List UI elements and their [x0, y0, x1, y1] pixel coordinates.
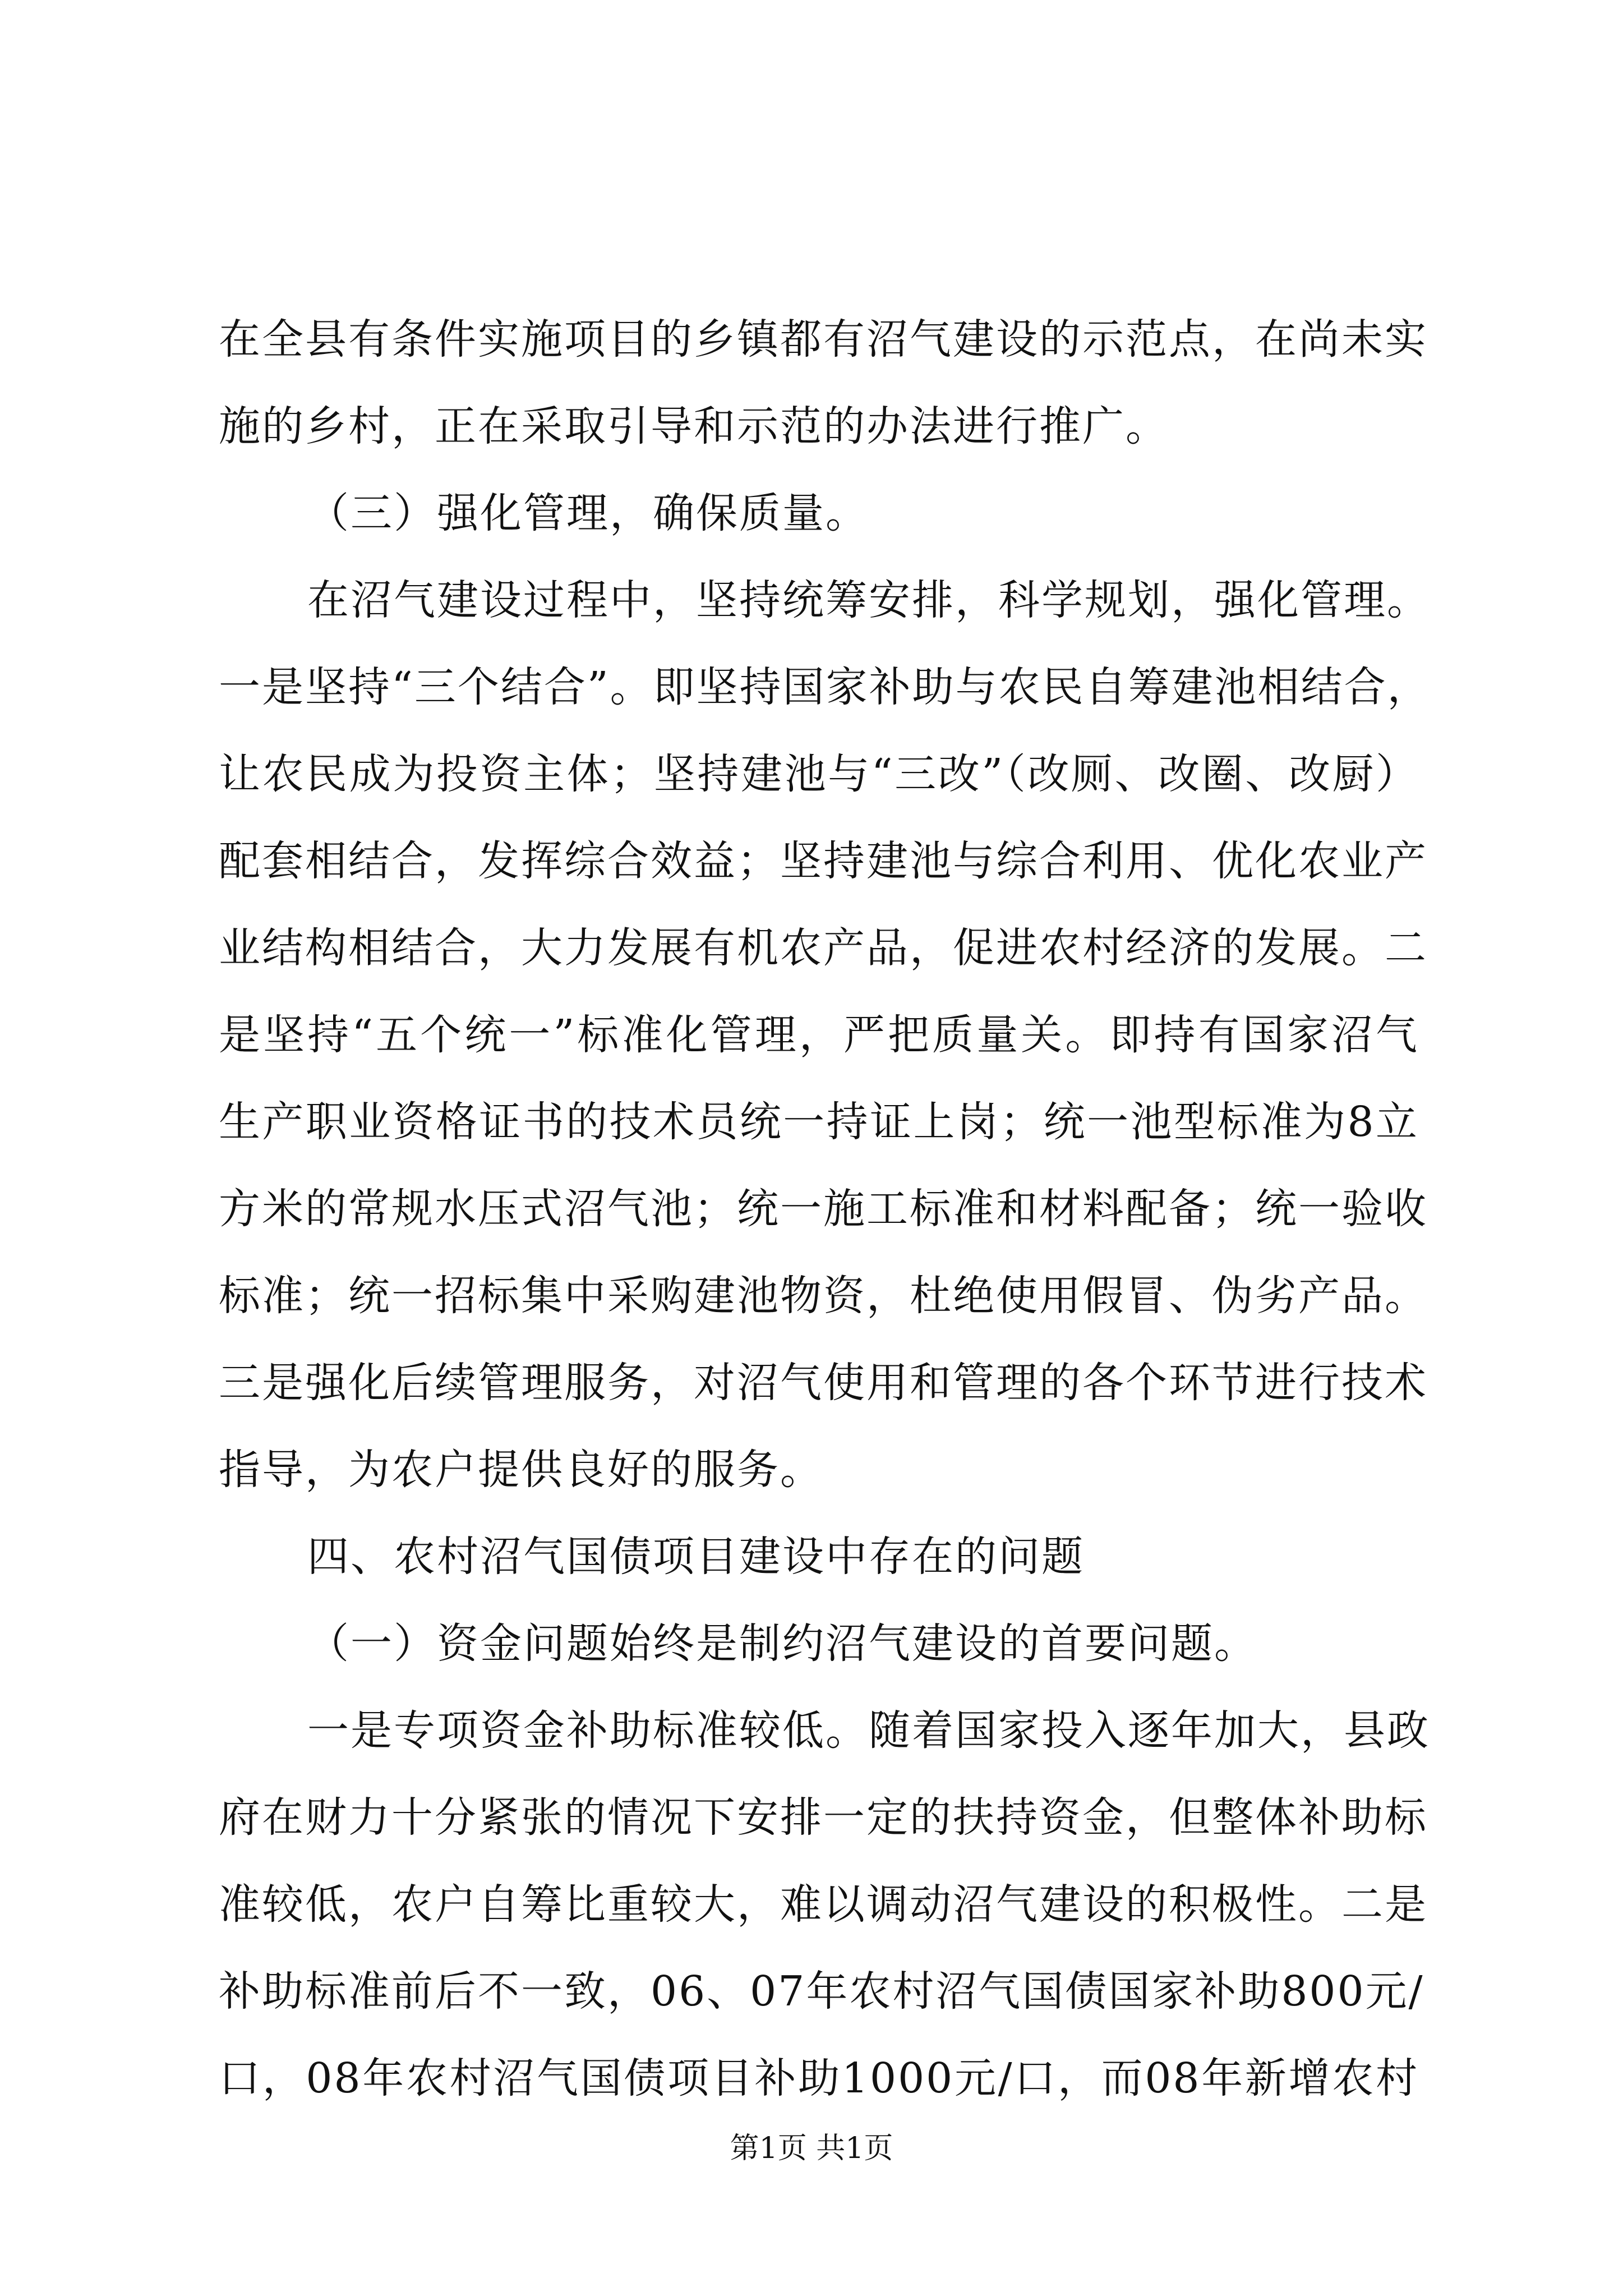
section-heading: 四、农村沼气国债项目建设中存在的问题: [307, 1533, 1085, 1581]
section-heading: （三）强化管理，确保质量。: [307, 489, 869, 537]
text-line: 标准；统一招标集中采购建池物资，杜绝使用假冒、伪劣产品。: [219, 1272, 1428, 1320]
text-line: 三是强化后续管理服务，对沼气使用和管理的各个环节进行技术: [219, 1359, 1428, 1407]
text-line: 配套相结合，发挥综合效益；坚持建池与综合利用、优化农业产: [219, 837, 1428, 885]
page-footer: 第1页 共1页: [730, 2132, 893, 2165]
text-line: 补助标准前后不一致，06、07年农村沼气国债国家补助800元/: [219, 1967, 1424, 2016]
text-line: 方米的常规水压式沼气池；统一施工标准和材料配备；统一验收: [219, 1185, 1428, 1233]
text-line: 口，08年农村沼气国债项目补助1000元/口，而08年新增农村: [219, 2054, 1419, 2102]
text-line: 让农民成为投资主体；坚持建池与“三改”（改厕、改圈、改厨）: [219, 750, 1419, 798]
section-heading: （一）资金问题始终是制约沼气建设的首要问题。: [307, 1619, 1257, 1668]
text-line: 业结构相结合，大力发展有机农产品，促进农村经济的发展。二: [219, 924, 1428, 972]
text-line: 在沼气建设过程中，坚持统筹安排，科学规划，强化管理。: [307, 576, 1430, 624]
text-line: 准较低，农户自筹比重较大，难以调动沼气建设的积极性。二是: [219, 1880, 1428, 1929]
text-line: 在全县有条件实施项目的乡镇都有沼气建设的示范点，在尚未实: [219, 315, 1428, 364]
text-line: 府在财力十分紧张的情况下安排一定的扶持资金，但整体补助标: [219, 1793, 1428, 1842]
text-line: 一是专项资金补助标准较低。随着国家投入逐年加大，县政: [307, 1706, 1430, 1755]
text-line: 施的乡村，正在采取引导和示范的办法进行推广。: [219, 402, 1169, 450]
text-line: 一是坚持“三个结合”。即坚持国家补助与农民自筹建池相结合，: [219, 663, 1431, 711]
text-line: 生产职业资格证书的技术员统一持证上岗；统一池型标准为8立: [219, 1098, 1419, 1146]
text-line: 指导，为农户提供良好的服务。: [219, 1446, 823, 1494]
text-line: 是坚持“五个统一”标准化管理，严把质量关。即持有国家沼气: [219, 1011, 1419, 1059]
